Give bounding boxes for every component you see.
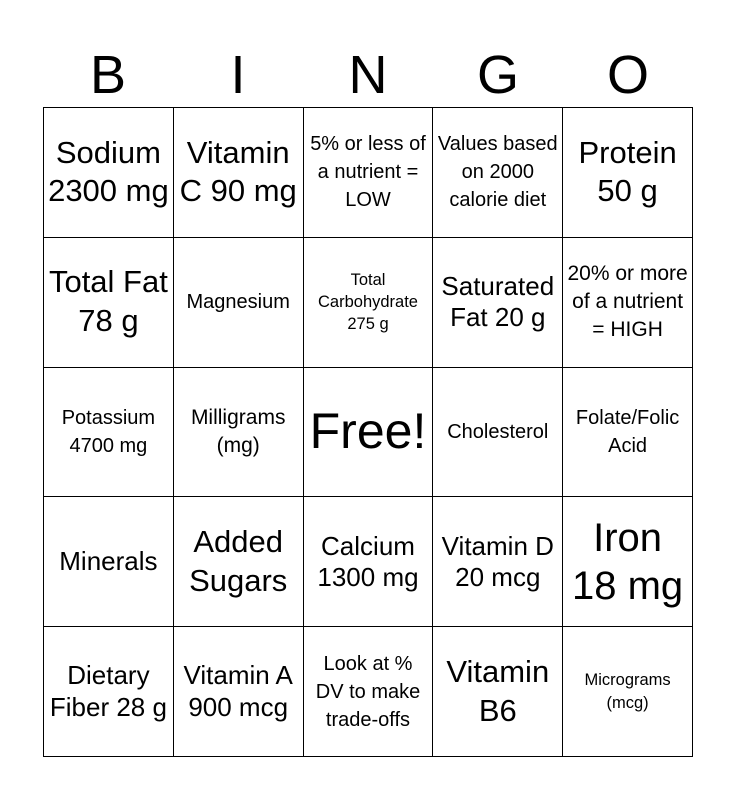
cell-text: Calcium 1300 mg [317, 530, 419, 592]
header-letter-n: N [348, 45, 388, 105]
bingo-cell[interactable] [563, 108, 693, 238]
free-space-text: Free! [309, 403, 427, 460]
cell-text: Micrograms (mcg) [584, 671, 671, 712]
cell-text: Milligrams (mg) [190, 405, 286, 457]
bingo-cell[interactable] [433, 497, 563, 627]
cell-text: 20% or more of a nutrient = HIGH [567, 261, 688, 342]
cell-text: 5% or less of a nutrient = LOW [310, 133, 426, 212]
bingo-cell[interactable] [44, 627, 174, 757]
bingo-header [43, 44, 693, 106]
bingo-cell[interactable] [433, 108, 563, 238]
bingo-cell[interactable] [44, 238, 174, 368]
free-space-cell[interactable] [304, 368, 434, 498]
bingo-grid [43, 107, 693, 757]
cell-text: Vitamin A 900 mcg [183, 660, 293, 722]
cell-text: Potassium 4700 mg [61, 406, 156, 457]
bingo-cell[interactable] [304, 497, 434, 627]
cell-text: Cholesterol [447, 420, 549, 443]
header-letter-g: G [476, 45, 519, 105]
cell-text: Added Sugars [189, 524, 288, 598]
cell-text: Vitamin B6 [446, 653, 550, 728]
bingo-cell[interactable] [433, 627, 563, 757]
bingo-cell[interactable] [304, 627, 434, 757]
bingo-cell[interactable] [433, 238, 563, 368]
bingo-cell[interactable] [174, 108, 304, 238]
bingo-cell[interactable] [44, 497, 174, 627]
cell-text: Saturated Fat 20 g [441, 271, 555, 333]
bingo-cell[interactable] [563, 497, 693, 627]
bingo-cell[interactable] [174, 627, 304, 757]
header-letter-i: I [230, 45, 246, 105]
bingo-cell[interactable] [174, 238, 304, 368]
cell-text: Folate/Folic Acid [575, 406, 680, 457]
header-letter-b: B [89, 45, 127, 105]
cell-text: Minerals [59, 546, 158, 577]
cell-text: Iron 18 mg [572, 515, 684, 608]
bingo-cell[interactable] [304, 108, 434, 238]
bingo-cell[interactable] [433, 368, 563, 498]
header-letter-o: O [606, 45, 649, 105]
cell-text: Vitamin C 90 mg [179, 134, 297, 209]
cell-text: Magnesium [186, 291, 290, 314]
bingo-cell[interactable] [304, 238, 434, 368]
cell-text: Look at % DV to make trade-offs [315, 652, 421, 731]
bingo-cell[interactable] [563, 238, 693, 368]
bingo-cell[interactable] [44, 108, 174, 238]
bingo-cell[interactable] [563, 368, 693, 498]
cell-text: Total Fat 78 g [48, 264, 168, 339]
bingo-cell[interactable] [563, 627, 693, 757]
bingo-cell[interactable] [174, 497, 304, 627]
bingo-cell[interactable] [44, 368, 174, 498]
cell-text: Sodium 2300 mg [48, 134, 169, 209]
bingo-cell[interactable] [174, 368, 304, 498]
cell-text: Protein 50 g [578, 134, 677, 209]
cell-text: Values based on 2000 calorie diet [437, 133, 558, 212]
cell-text: Vitamin D 20 mcg [441, 530, 554, 592]
cell-text: Total Carbohydrate 275 g [318, 270, 418, 334]
cell-text: Dietary Fiber 28 g [49, 660, 167, 722]
